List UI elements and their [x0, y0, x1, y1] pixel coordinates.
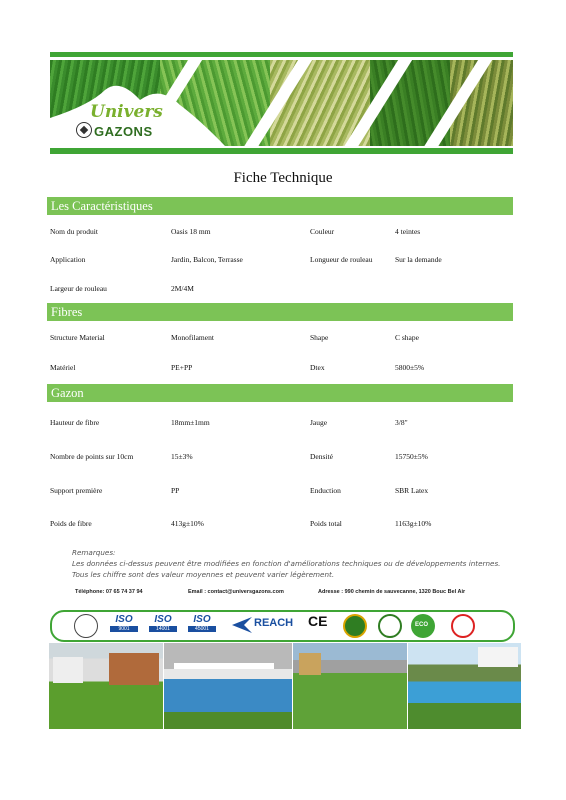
- spec-label: Couleur: [310, 227, 335, 236]
- reach-logo: [232, 612, 302, 640]
- quality-seal-icon: [343, 614, 367, 638]
- iso-number: 14001: [149, 626, 177, 632]
- spec-value: PP: [171, 486, 180, 495]
- house-shape: [53, 657, 83, 683]
- garden-photo-1: [49, 643, 163, 729]
- quality-seal-icon: [74, 614, 98, 638]
- spec-label: Application: [50, 255, 86, 264]
- spec-value: Oasis 18 mm: [171, 227, 211, 236]
- recycle-icon: [378, 614, 402, 638]
- iso-45001-badge: [188, 614, 216, 632]
- spec-label: Hauteur de fibre: [50, 418, 100, 427]
- iso-number: 45001: [188, 626, 216, 632]
- remarks-line: Tous les chiffre sont des valeur moyennes et peuvent varier légèrement.: [72, 570, 335, 579]
- reach-arrow-icon: [232, 615, 252, 635]
- spec-value: 15750±5%: [395, 452, 428, 461]
- pool-photo-2: [408, 643, 521, 729]
- iso-text: ISO: [154, 614, 172, 625]
- spec-value: 15±3%: [171, 452, 193, 461]
- reach-text: REACH: [254, 617, 294, 629]
- spec-value: 4 teintes: [395, 227, 421, 236]
- play-house-shape: [299, 653, 321, 675]
- section-header-fibres: Fibres: [47, 303, 513, 321]
- spec-label: Poids total: [310, 519, 342, 528]
- spec-label: Dtex: [310, 363, 325, 372]
- spec-value: C shape: [395, 333, 419, 342]
- spec-value: Monofilament: [171, 333, 214, 342]
- section-header-caracteristiques: Les Caractéristiques: [47, 197, 513, 215]
- spec-label: Shape: [310, 333, 329, 342]
- house-shape: [478, 647, 518, 667]
- contact-address: Adresse : 990 chemin de sauvecanne, 1320 Bouc Bel Air: [318, 589, 466, 595]
- contact-email: Email : contact@universgazons.com: [188, 589, 284, 595]
- iso-text: ISO: [193, 614, 211, 625]
- iso-text: ISO: [115, 614, 133, 625]
- spec-value: Jardin, Balcon, Terrasse: [171, 255, 243, 264]
- soccer-ball-icon: [76, 122, 92, 138]
- spec-label: Densité: [310, 452, 333, 461]
- banner-bottom-line: [50, 148, 513, 154]
- spec-label: Nom du produit: [50, 227, 98, 236]
- spec-value: 5800±5%: [395, 363, 425, 372]
- spec-value: 1163g±10%: [395, 519, 432, 528]
- awning-shape: [174, 663, 274, 669]
- spec-label: Nombre de points sur 10cm: [50, 452, 134, 461]
- pool-photo-1: [164, 643, 292, 729]
- spec-value: PE+PP: [171, 363, 193, 372]
- eco-text: ECO: [415, 622, 429, 628]
- spec-label: Support première: [50, 486, 103, 495]
- logo-word-text: GAZONS: [94, 124, 153, 139]
- remarks-line: Les données ci-dessus peuvent être modifiées en fonction d'améliorations techniques ou de développements internes.: [72, 559, 501, 568]
- remarks-block: [72, 547, 500, 580]
- logo-script-text: Univers: [90, 102, 163, 122]
- no-fire-icon: [451, 614, 475, 638]
- spec-value: 2M/4M: [171, 284, 194, 293]
- spec-value: 18mm±1mm: [171, 418, 210, 427]
- eco-badge: [411, 614, 435, 638]
- spec-label: Matériel: [50, 363, 76, 372]
- page-title: Fiche Technique: [233, 170, 333, 186]
- ce-mark: CE: [308, 613, 328, 629]
- spec-value: 3/8": [395, 418, 408, 427]
- spec-value: SBR Latex: [395, 486, 429, 495]
- banner-top-line: [50, 52, 513, 57]
- spec-label: Longueur de rouleau: [310, 255, 373, 264]
- iso-number: 9001: [110, 626, 138, 632]
- cabin-shape: [109, 653, 159, 685]
- garden-photo-2: [293, 643, 407, 729]
- contact-phone: Téléphone: 07 65 74 37 94: [75, 589, 143, 595]
- spec-label: Enduction: [310, 486, 341, 495]
- spec-value: Sur la demande: [395, 255, 442, 264]
- spec-label: Largeur de rouleau: [50, 284, 107, 293]
- section-header-gazon: Gazon: [47, 384, 513, 402]
- spec-label: Poids de fibre: [50, 519, 92, 528]
- remarks-label: Remarques:: [72, 548, 116, 557]
- spec-value: 413g±10%: [171, 519, 204, 528]
- iso-14001-badge: [149, 614, 177, 632]
- iso-9001-badge: [110, 614, 138, 632]
- spec-label: Structure Material: [50, 333, 105, 342]
- spec-label: Jauge: [310, 418, 328, 427]
